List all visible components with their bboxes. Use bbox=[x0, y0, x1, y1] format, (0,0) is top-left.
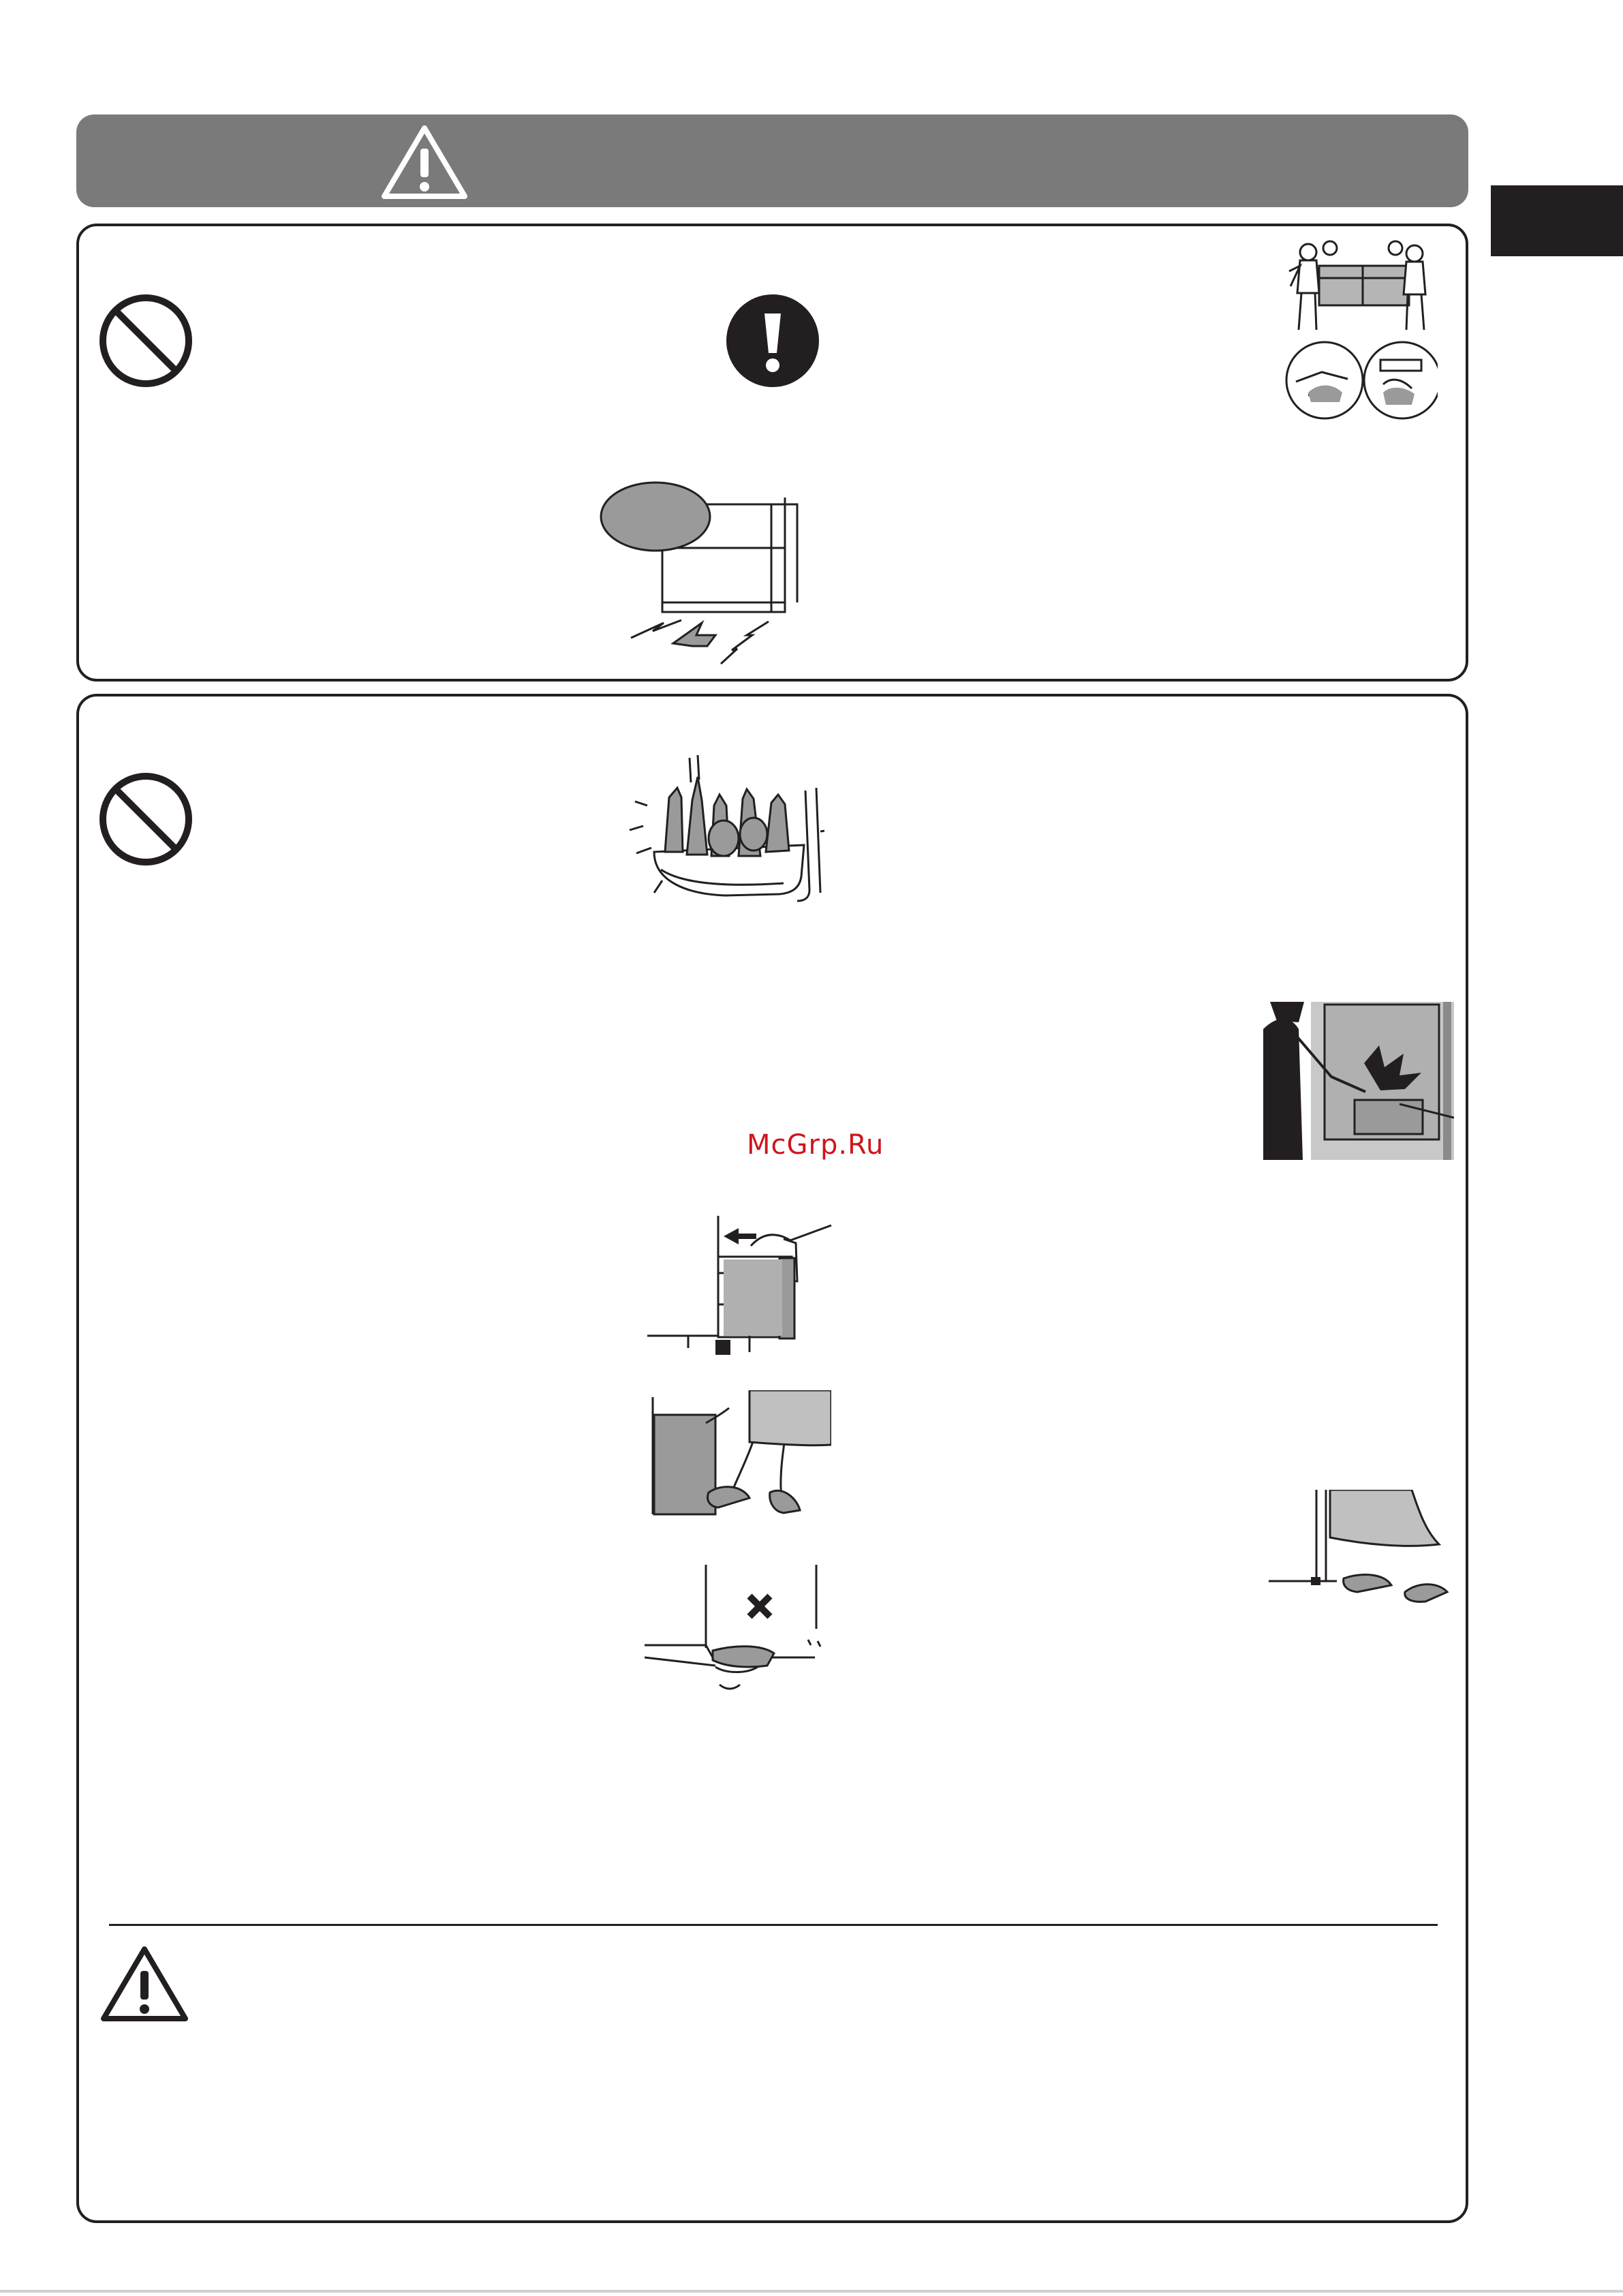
mandatory-exclamation-icon bbox=[725, 293, 820, 388]
watermark-text: McGrp.Ru bbox=[747, 1129, 884, 1161]
feet-near-fridge-illustration bbox=[1269, 1490, 1453, 1607]
section-divider bbox=[109, 1924, 1438, 1926]
prohibition-icon bbox=[98, 771, 194, 867]
page-bottom-edge bbox=[0, 2290, 1623, 2293]
caution-triangle-icon bbox=[99, 1944, 189, 2024]
overloaded-door-pocket-illustration bbox=[627, 750, 824, 906]
section-tab bbox=[1491, 185, 1623, 256]
hand-under-fridge-illustration bbox=[645, 1565, 829, 1698]
warning-triangle-icon bbox=[380, 124, 469, 200]
warning-banner bbox=[76, 114, 1468, 207]
drawer-pinch-illustration bbox=[1263, 1002, 1454, 1160]
fridge-base-bubble-illustration bbox=[593, 477, 811, 675]
movers-carrying-fridge-illustration bbox=[1281, 239, 1438, 424]
prohibition-icon bbox=[98, 293, 194, 388]
foot-drawer-illustration bbox=[647, 1390, 831, 1520]
closing-drawer-illustration bbox=[647, 1216, 838, 1386]
